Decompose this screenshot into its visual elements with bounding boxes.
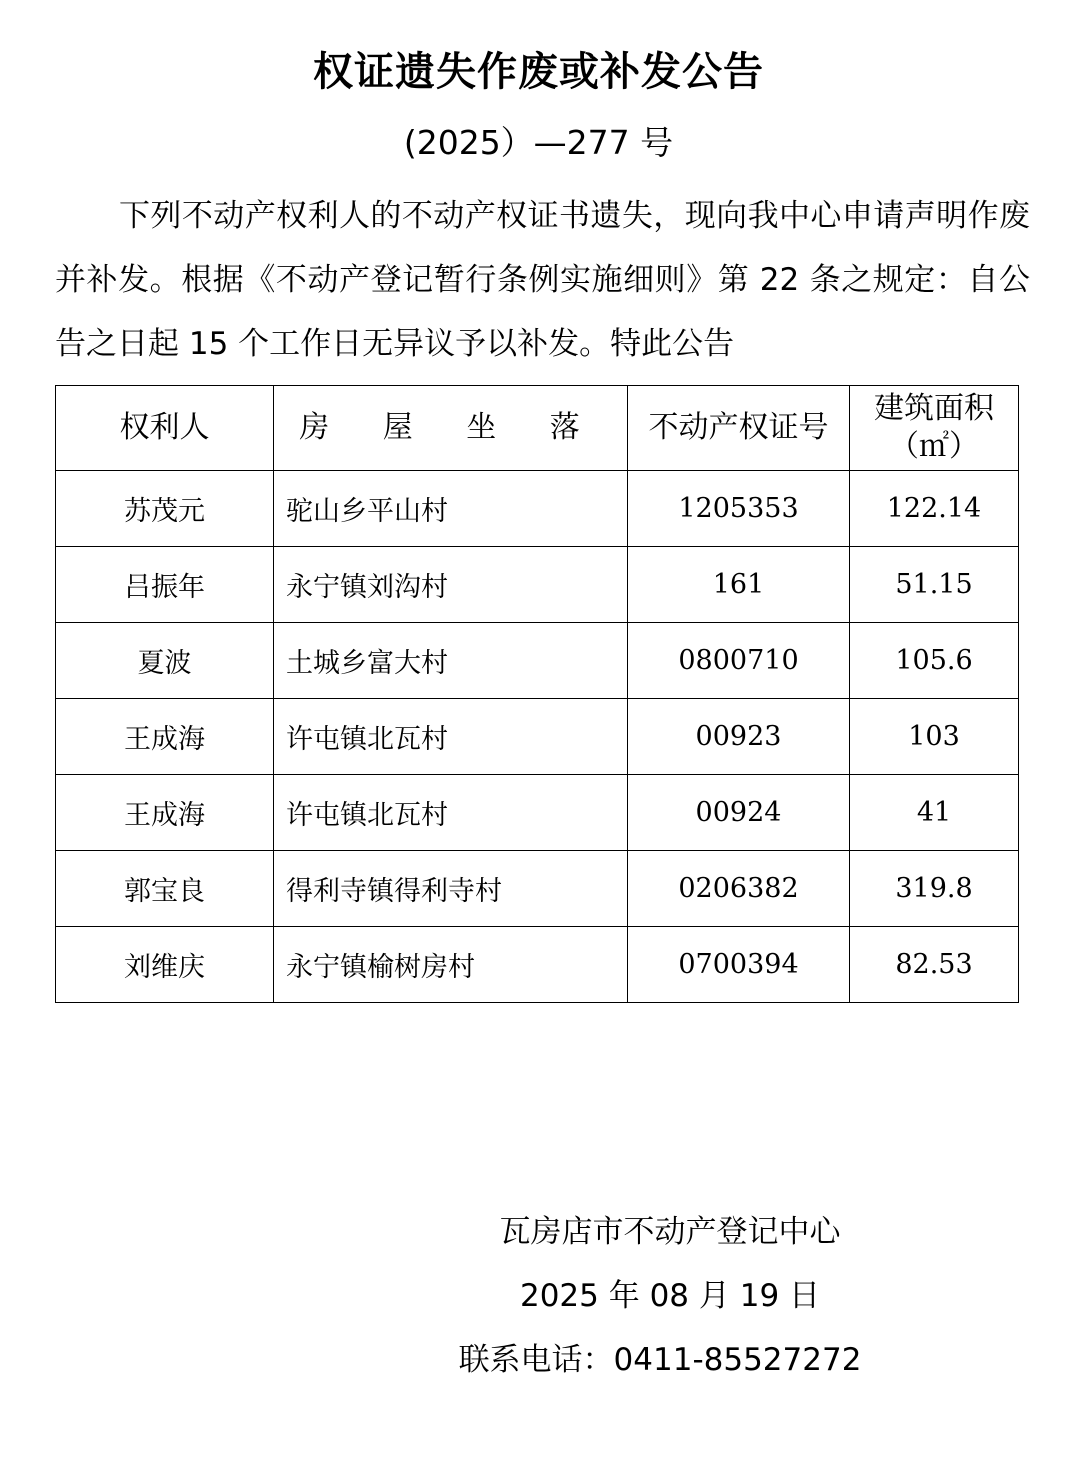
table-row [56, 927, 1019, 1003]
area-cell: 51.15 [850, 547, 1019, 623]
header-location: 房 屋 坐 落 [274, 386, 628, 471]
cert-number-cell: 0800710 [628, 623, 850, 699]
owner-cell: 王成海 [56, 699, 274, 775]
area-cell: 122.14 [850, 471, 1019, 547]
location-cell: 驼山乡平山村 [274, 471, 628, 547]
location-cell: 永宁镇刘沟村 [274, 547, 628, 623]
area-cell: 41 [850, 775, 1019, 851]
cert-number-cell: 0206382 [628, 851, 850, 927]
header-area: 建筑面积（㎡） [850, 386, 1019, 471]
cert-number-cell: 0700394 [628, 927, 850, 1003]
cert-number-cell: 00924 [628, 775, 850, 851]
header-owner: 权利人 [56, 386, 274, 471]
cert-number-cell: 1205353 [628, 471, 850, 547]
certificate-table [55, 385, 1019, 1003]
location-cell: 土城乡富大村 [274, 623, 628, 699]
owner-cell: 吕振年 [56, 547, 274, 623]
area-cell: 103 [850, 699, 1019, 775]
owner-cell: 夏波 [56, 623, 274, 699]
table-row [56, 623, 1019, 699]
location-cell: 得利寺镇得利寺村 [274, 851, 628, 927]
owner-cell: 郭宝良 [56, 851, 274, 927]
table-row [56, 471, 1019, 547]
location-cell: 许屯镇北瓦村 [274, 699, 628, 775]
area-cell: 82.53 [850, 927, 1019, 1003]
cert-number-cell: 161 [628, 547, 850, 623]
issuer-name: 瓦房店市不动产登记中心 [499, 1214, 841, 1250]
table-row [56, 851, 1019, 927]
header-cert-number: 不动产权证号 [628, 386, 850, 471]
owner-cell: 王成海 [56, 775, 274, 851]
owner-cell: 刘维庆 [56, 927, 274, 1003]
table-row [56, 699, 1019, 775]
table-row [56, 775, 1019, 851]
contact-phone: 联系电话：0411-85527272 [458, 1342, 862, 1378]
notice-body: 下列不动产权利人的不动产权证书遗失，现向我中心申请声明作废并补发。根据《不动产登记暂行条例实施细则》第 22 条之规定：自公告之日起 15 个工作日无异议予以补发。特此公告 [55, 198, 1030, 362]
location-cell: 许屯镇北瓦村 [274, 775, 628, 851]
notice-title: 权证遗失作废或补发公告 [313, 49, 764, 95]
table-row [56, 547, 1019, 623]
issue-date: 2025 年 08 月 19 日 [519, 1278, 821, 1314]
table-header-row [56, 386, 1019, 471]
notice-number: (2025）—277 号 [403, 123, 674, 162]
cert-number-cell: 00923 [628, 699, 850, 775]
area-cell: 105.6 [850, 623, 1019, 699]
area-cell: 319.8 [850, 851, 1019, 927]
owner-cell: 苏茂元 [56, 471, 274, 547]
location-cell: 永宁镇榆树房村 [274, 927, 628, 1003]
